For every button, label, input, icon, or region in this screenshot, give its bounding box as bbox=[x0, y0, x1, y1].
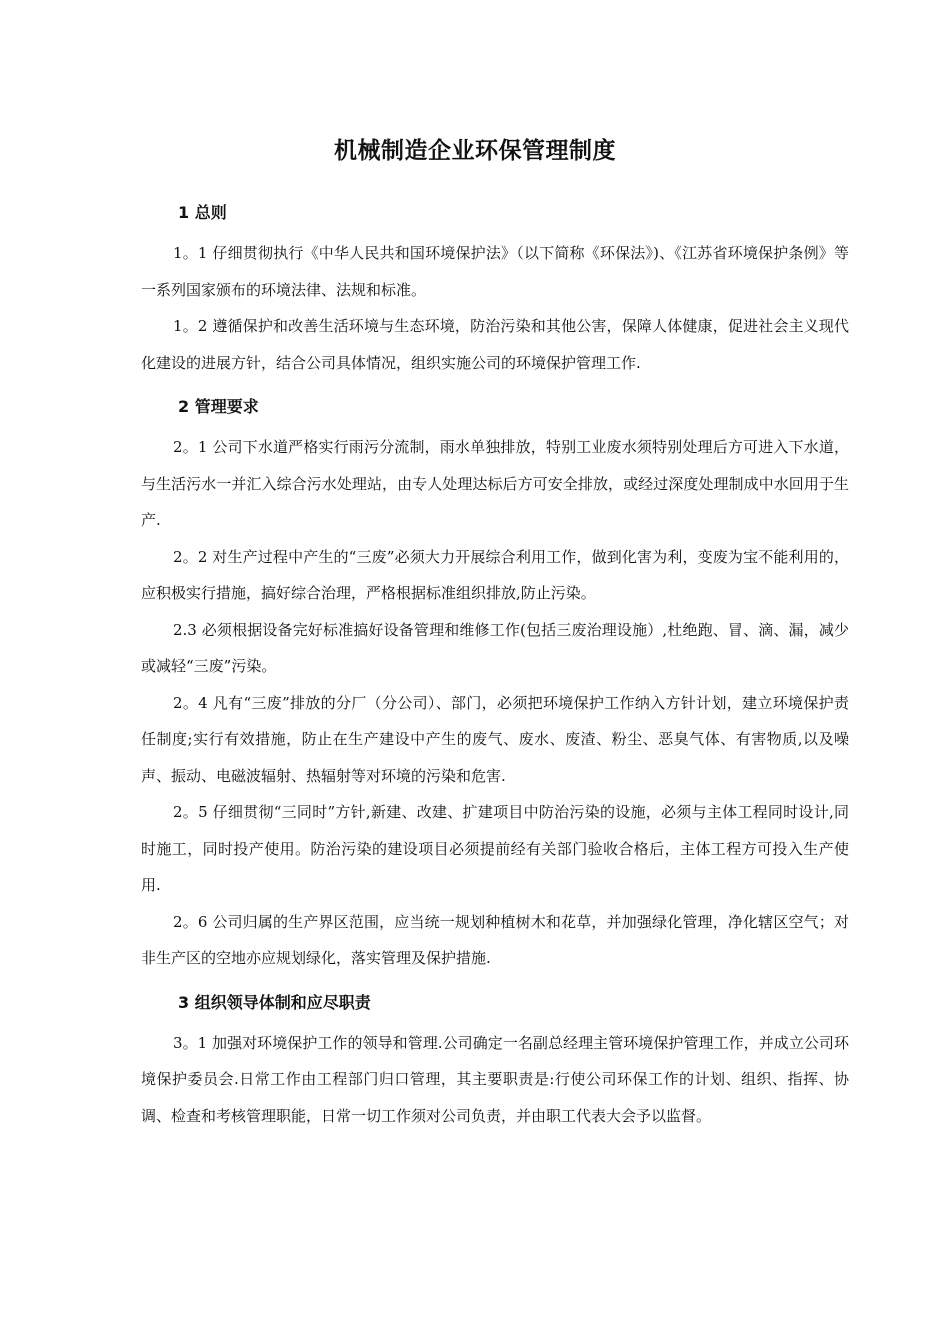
section-organization-duties bbox=[141, 985, 849, 1135]
paragraph: 2。2 对生产过程中产生的“三废”必须大力开展综合利用工作，做到化害为利，变废为宝不能利用的，应积极实行措施，搞好综合治理，严格根据标准组织排放,防止污染。 bbox=[141, 547, 849, 602]
section-management-requirements bbox=[141, 389, 849, 977]
section-heading: 1 总则 bbox=[178, 203, 227, 222]
paragraph: 2。5 仔细贯彻“三同时”方针,新建、改建、扩建项目中防治污染的设施，必须与主体工程同时设计,同时施工，同时投产使用。防治污染的建设项目必须提前经有关部门验收合格后，主体工程方可投入生产使用. bbox=[141, 803, 849, 894]
section-heading: 3 组织领导体制和应尽职责 bbox=[178, 992, 371, 1012]
paragraph: 1。2 遵循保护和改善生活环境与生态环境，防治污染和其他公害，保障人体健康，促进社会主义现代化建设的进展方针，结合公司具体情况，组织实施公司的环境保护管理工作. bbox=[141, 317, 849, 372]
document-body bbox=[141, 195, 849, 1134]
paragraph: 2。4 凡有“三废”排放的分厂（分公司）、部门，必须把环境保护工作纳入方针计划，建立环境保护责任制度;实行有效措施，防止在生产建设中产生的废气、废水、废渣、粉尘、恶臭气体、有害物质,以及噪声、振动、电磁波辐射、热辐射等对环境的污染和危害. bbox=[141, 693, 849, 785]
paragraph: 1。1 仔细贯彻执行《中华人民共和国环境保护法》（以下简称《环保法》)、《江苏省环境保护条例》等一系列国家颁布的环境法律、法规和标准。 bbox=[141, 244, 849, 299]
document-title: 机械制造企业环保管理制度 bbox=[334, 138, 616, 164]
paragraph: 3。1 加强对环境保护工作的领导和管理.公司确定一名副总经理主管环境保护管理工作，并成立公司环境保护委员会.日常工作由工程部门归口管理，其主要职责是:行使公司环保工作的计划、组织、指挥、协调、检查和考核管理职能，日常一切工作须对公司负责，并由职工代表大会予以监督。 bbox=[141, 1033, 849, 1125]
paragraph: 2。1 公司下水道严格实行雨污分流制，雨水单独排放，特别工业废水须特别处理后方可进入下水道，与生活污水一并汇入综合污水处理站，由专人处理达标后方可安全排放，或经过深度处理制成中水回用于生产. bbox=[141, 438, 849, 529]
paragraph: 2。6 公司归属的生产界区范围，应当统一规划种植树木和花草，并加强绿化管理，净化辖区空气；对非生产区的空地亦应规划绿化，落实管理及保护措施. bbox=[141, 912, 849, 967]
section-general bbox=[141, 195, 849, 381]
section-heading: 2 管理要求 bbox=[178, 397, 259, 416]
paragraph: 2.3 必须根据设备完好标准搞好设备管理和维修工作(包括三废治理设施）,杜绝跑、冒、滴、漏，减少或减轻“三废”污染。 bbox=[141, 620, 849, 675]
